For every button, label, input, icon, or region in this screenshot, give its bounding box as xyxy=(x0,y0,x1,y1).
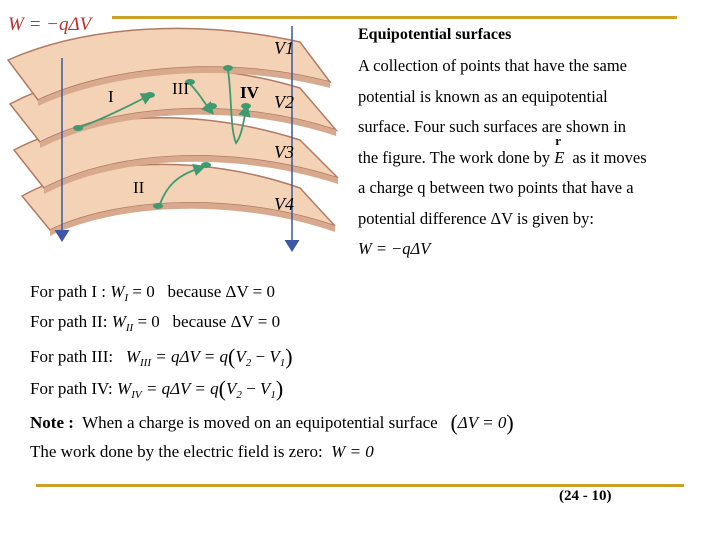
path-row-2: For path II: $W_{II} = 0$ because ΔV = 0 xyxy=(30,312,281,334)
label-v3: V3 xyxy=(274,142,294,162)
vector-arrow: r xyxy=(555,132,562,148)
section-title: Equipotential surfaces xyxy=(358,26,512,43)
note-line: Note : When a charge is moved on an equipotential surface (ΔV = 0) xyxy=(30,410,514,435)
para-line-2: potential is known as an equipotential xyxy=(358,86,608,106)
header-formula: W = −qΔV xyxy=(8,14,92,35)
equipotential-figure xyxy=(0,18,345,258)
path-row-4: For path IV: $W_{IV} = q\Delta V = q(V_2 - V_1)$ xyxy=(30,376,284,401)
para-line-1: A collection of points that have the same xyxy=(358,56,627,75)
work-formula: W = −qΔV xyxy=(358,239,431,258)
bottom-rule xyxy=(36,484,684,487)
para-line-6: potential difference ΔV is given by: xyxy=(358,208,594,228)
path-row-1: For path I : $W_I = 0$ because ΔV = 0 xyxy=(30,282,276,304)
note-label: Note : xyxy=(30,413,74,432)
para-line-3: surface. Four such surfaces are shown in xyxy=(358,117,627,136)
vector-e: E xyxy=(554,147,565,167)
note-text: When a charge is moved on an equipotential surface xyxy=(82,413,438,432)
label-path-iii: III xyxy=(172,79,189,98)
path-row-3: For path III: $W_{III} = q\Delta V = q(V_2 - V_1)$ xyxy=(30,344,293,369)
para-line-4: the figure. The work done by r E as it moves xyxy=(358,143,708,174)
label-path-i: I xyxy=(108,87,114,106)
note-condition: ΔV = 0 xyxy=(457,413,507,432)
description xyxy=(358,51,708,265)
page-number: (24 - 10) xyxy=(559,488,612,504)
conclusion-line: The work done by the electric field is zero: W = 0 xyxy=(30,442,374,461)
conclusion-formula: W = 0 xyxy=(331,442,374,461)
label-path-iv: IV xyxy=(240,83,259,102)
label-path-ii: II xyxy=(133,178,145,197)
label-v4: V4 xyxy=(274,194,294,214)
label-v2: V2 xyxy=(274,92,294,112)
label-v1: V1 xyxy=(274,38,294,58)
para-line-5: a charge q between two points that have a xyxy=(358,178,634,197)
